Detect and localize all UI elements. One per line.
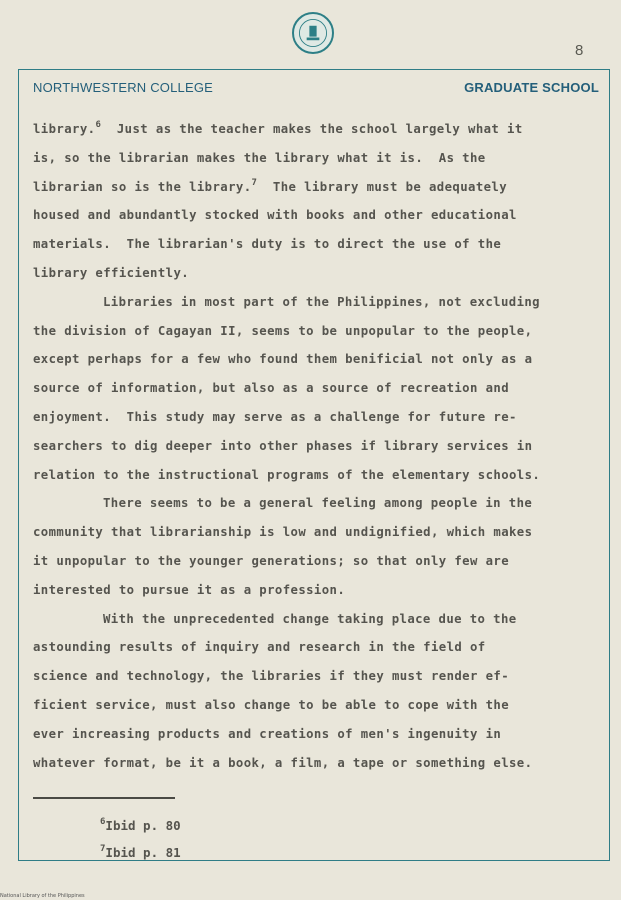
text-line: community that librarianship is low and undignified, which makes — [33, 525, 533, 540]
text-line: librarian so is the library.$^7$ The library must be adequately — [33, 177, 508, 194]
footnote-7: $^7$Ibid p. 81 — [100, 844, 181, 860]
text-line: library efficiently. — [33, 265, 190, 280]
text-line: interested to pursue it as a profession. — [33, 582, 346, 597]
text-line: is, so the librarian makes the library what it is. As the — [33, 150, 486, 165]
college-name: NORTHWESTERN COLLEGE — [33, 80, 214, 95]
footnote-divider — [33, 797, 175, 799]
text-line: it unpopular to the younger generations; so that only few are — [33, 553, 510, 568]
text-line: science and technology, the libraries if they must render ef- — [33, 669, 510, 684]
archive-label: National Library of the Philippines — [0, 893, 85, 899]
text-line: the division of Cagayan II, seems to be unpopular to the people, — [33, 323, 533, 338]
text-line: There seems to be a general feeling among people in the — [103, 496, 533, 511]
text-line: library.$^6$ Just as the teacher makes the school largely what it — [33, 120, 523, 136]
text-line: searchers to dig deeper into other phases if library services in — [33, 438, 533, 453]
text-line: relation to the instructional programs of the elementary schools. — [33, 467, 541, 482]
footnote-6: $^6$Ibid p. 80 — [100, 817, 181, 833]
text-line: except perhaps for a few who found them benificial not only as a — [33, 352, 533, 367]
school-name: GRADUATE SCHOOL — [464, 80, 599, 95]
text-line: ficient service, must also change to be able to cope with the — [33, 697, 510, 712]
text-line: enjoyment. This study may serve as a challenge for future re- — [33, 409, 517, 424]
text-line: With the unprecedented change taking place due to the — [103, 611, 517, 626]
college-seal-icon — [292, 12, 334, 54]
text-line: Libraries in most part of the Philippines, not excluding — [103, 294, 540, 309]
text-line: source of information, but also as a source of recreation and — [33, 381, 510, 396]
page-number: 8 — [575, 42, 584, 59]
text-line: astounding results of inquiry and research in the field of — [33, 640, 486, 655]
text-line: housed and abundantly stocked with books and other educational — [33, 208, 517, 223]
text-line: materials. The librarian's duty is to direct the use of the — [33, 237, 502, 252]
text-line: ever increasing products and creations of men's ingenuity in — [33, 726, 502, 741]
text-line: whatever format, be it a book, a film, a tape or something else. — [33, 755, 533, 770]
body-text — [33, 115, 603, 777]
footnote-ref: 7 — [251, 177, 258, 188]
footnote-ref: 6 — [95, 120, 102, 130]
